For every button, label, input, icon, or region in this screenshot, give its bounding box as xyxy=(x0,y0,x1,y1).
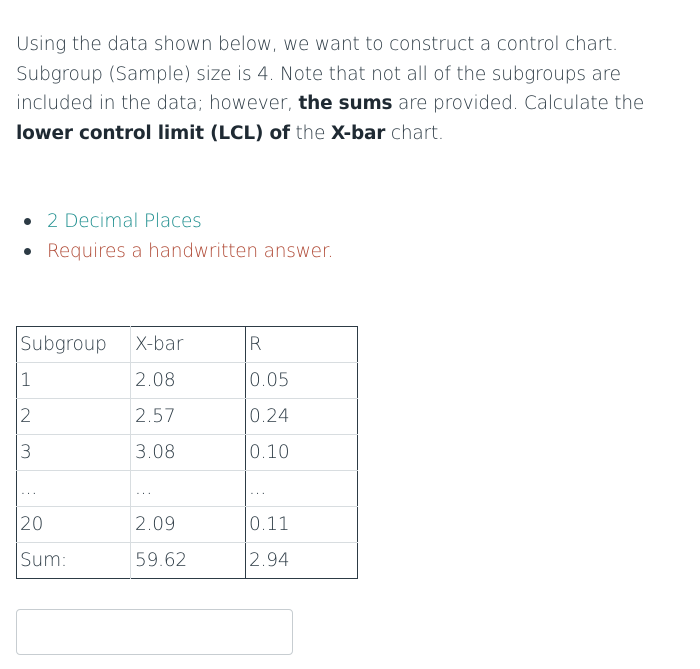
cell-xbar: ... xyxy=(131,471,246,507)
cell-sum-xbar: 59.62 xyxy=(131,543,246,579)
table-row xyxy=(17,435,358,471)
cell-r: 0.10 xyxy=(246,435,358,471)
table-sum-row xyxy=(17,543,358,579)
table-row xyxy=(17,507,358,543)
bullet-dot-icon xyxy=(24,248,31,255)
table-row xyxy=(17,363,358,399)
cell-r: 0.24 xyxy=(246,399,358,435)
question-part-3: the xyxy=(289,122,331,144)
cell-subgroup: ... xyxy=(17,471,131,507)
bullet-dot-icon xyxy=(24,218,31,225)
cell-sum-r: 2.94 xyxy=(249,550,290,571)
emphasis-xbar: X-bar xyxy=(330,122,386,144)
question-text xyxy=(16,30,680,148)
cell-subgroup: 2 xyxy=(17,399,131,435)
cell-subgroup: 1 xyxy=(17,363,131,399)
cell-subgroup: 20 xyxy=(17,507,131,543)
table-row xyxy=(17,399,358,435)
answer-input[interactable] xyxy=(16,609,293,655)
question-part-1: Using the data shown below, we want to construct a control chart. Subgroup (Sample) size is 4. Note that not all of the subgroups are included in the data; however, xyxy=(16,34,621,114)
handwritten-answer-text: Requires a handwritten answer. xyxy=(47,241,334,262)
table-header-row xyxy=(17,327,358,363)
requirements-list xyxy=(24,207,333,267)
table-row-ellipsis xyxy=(17,471,358,507)
header-r: R xyxy=(246,327,358,363)
requirement-decimal-places xyxy=(24,207,333,237)
header-xbar: X-bar xyxy=(131,327,246,363)
cell-subgroup: 3 xyxy=(17,435,131,471)
cell-sum-label: Sum: xyxy=(17,543,131,579)
subgroup-data-table xyxy=(16,326,358,579)
cell-xbar: 2.09 xyxy=(131,507,246,543)
cell-xbar: 2.57 xyxy=(131,399,246,435)
cell-r: 0.11 xyxy=(246,507,358,543)
requirement-handwritten xyxy=(24,237,333,267)
cell-r: 0.05 xyxy=(246,363,358,399)
cell-xbar: 3.08 xyxy=(131,435,246,471)
question-part-4: chart. xyxy=(385,122,444,144)
cell-r: ... xyxy=(246,471,358,507)
cell-xbar: 2.08 xyxy=(131,363,246,399)
question-part-2: are provided. Calculate the xyxy=(392,93,645,114)
emphasis-the-sums: the sums xyxy=(298,93,393,114)
emphasis-lcl: lower control limit (LCL) of xyxy=(16,122,290,144)
decimal-places-text: 2 Decimal Places xyxy=(47,211,202,232)
header-subgroup: Subgroup xyxy=(17,327,131,363)
